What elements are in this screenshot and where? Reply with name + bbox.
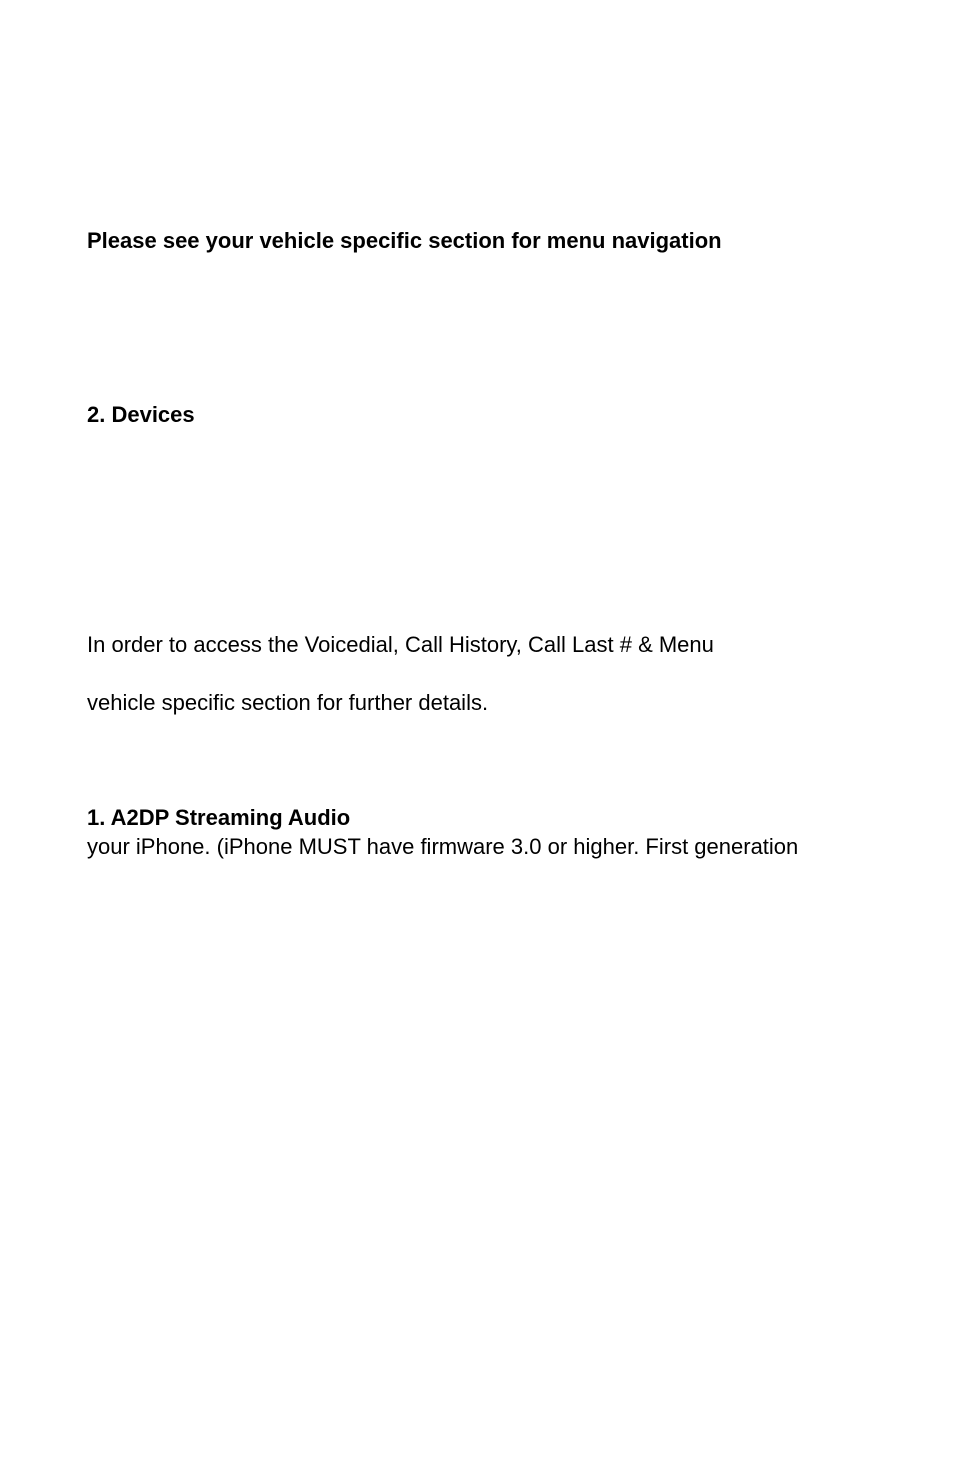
devices-heading: 2. Devices [87, 402, 195, 427]
body-text-line: your iPhone. (iPhone MUST have firmware 3.0 or higher. First generation [87, 834, 799, 859]
body-text-line: In order to access the Voicedial, Call History, Call Last # & Menu [87, 632, 714, 657]
a2dp-streaming-heading: 1. A2DP Streaming Audio [87, 805, 351, 830]
body-text-line: vehicle specific section for further details. [87, 690, 489, 715]
menu-navigation-note: Please see your vehicle specific section for menu navigation [87, 228, 722, 253]
